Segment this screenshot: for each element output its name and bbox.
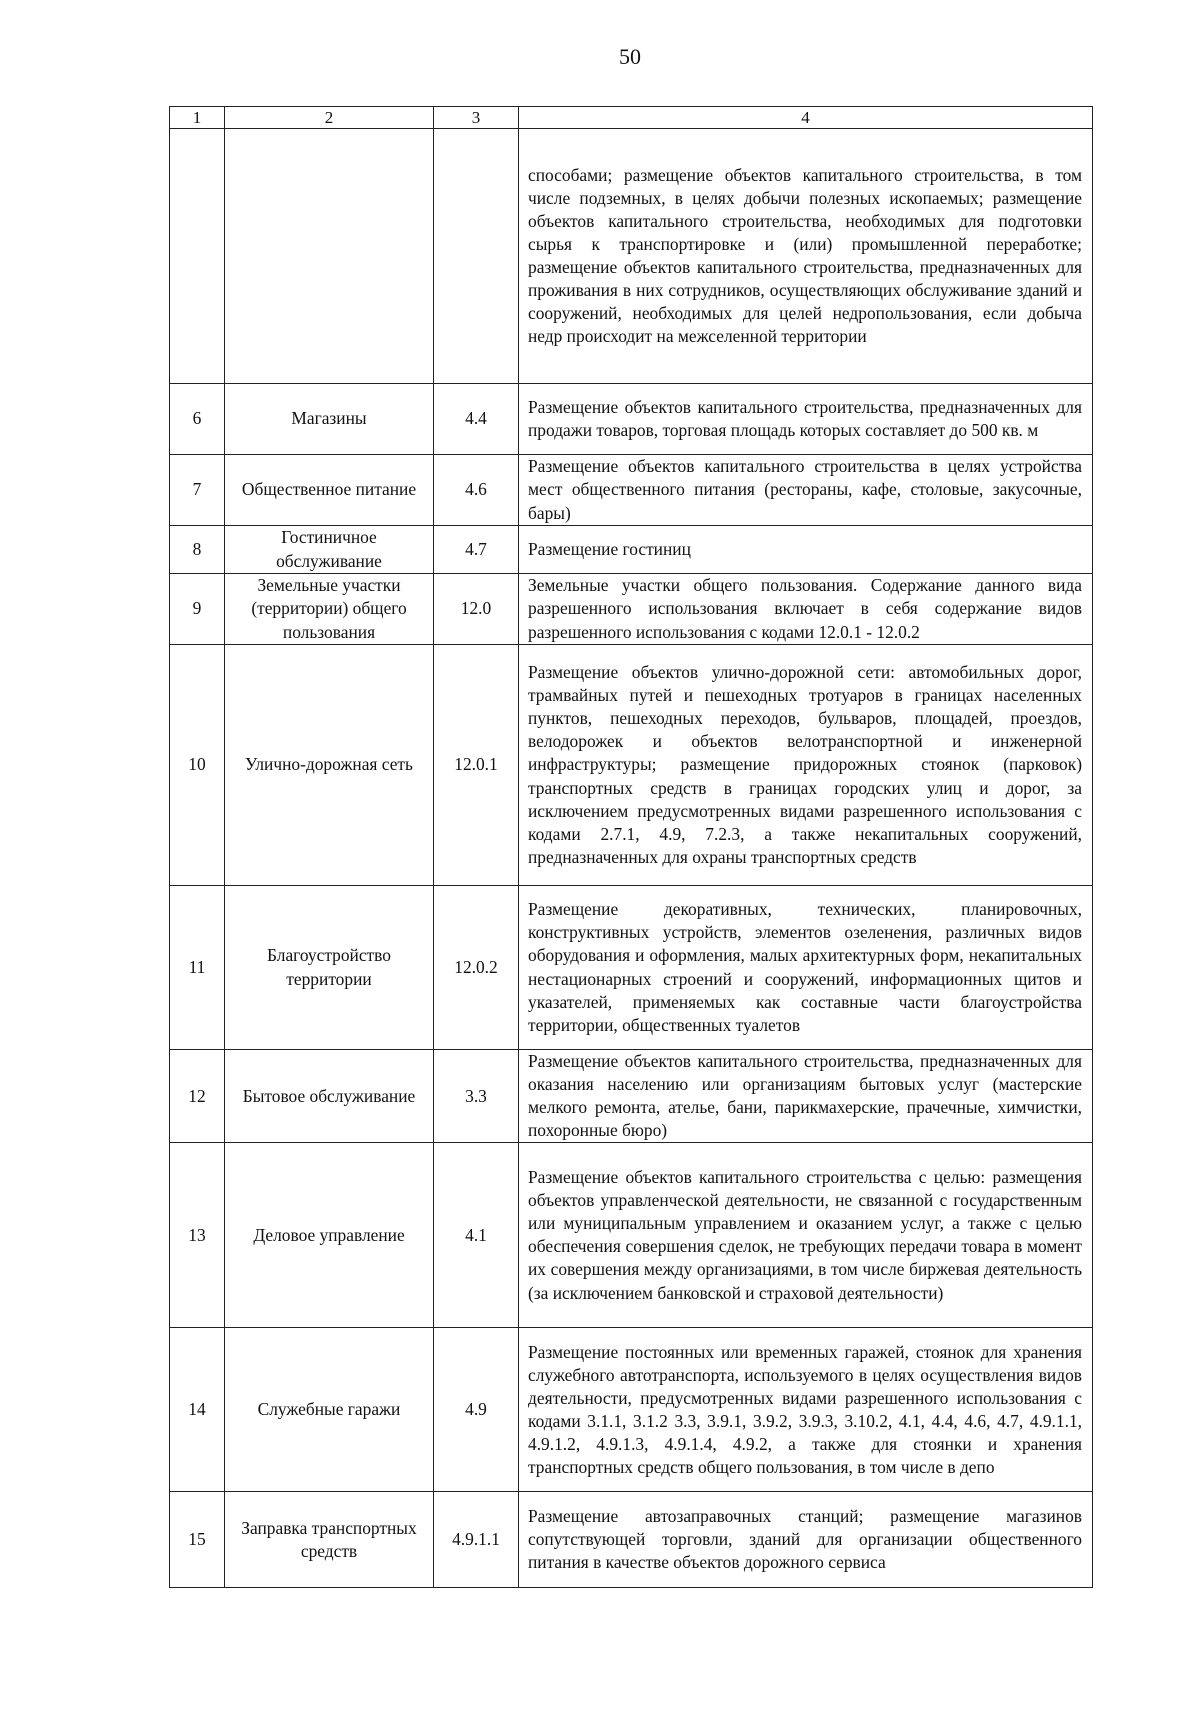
row-number: 10 <box>170 645 225 886</box>
use-type-description: Размещение гостиниц <box>519 526 1093 574</box>
use-type-description: Размещение объектов капитального строительства в целях устройства мест общественного питания (рестораны, кафе, столовые, закусочные, бары) <box>519 455 1093 526</box>
row-number <box>170 129 225 384</box>
use-type-name: Улично-дорожная сеть <box>225 645 434 886</box>
use-type-code: 4.1 <box>434 1143 519 1328</box>
table-row <box>170 526 1093 574</box>
table-header-row <box>170 107 1093 129</box>
use-type-name: Магазины <box>225 384 434 455</box>
use-type-code: 4.6 <box>434 455 519 526</box>
land-use-table <box>169 106 1093 1588</box>
row-number: 6 <box>170 384 225 455</box>
use-type-code: 4.4 <box>434 384 519 455</box>
table-row <box>170 886 1093 1050</box>
use-type-code: 12.0 <box>434 574 519 645</box>
use-type-description: способами; размещение объектов капитального строительства, в том числе подземных, в целях добычи полезных ископаемых; размещение объектов капитального строительства, необходимых для подготовки сырья к транспортировке и (или) промышленной переработке; размещение объектов капитального строительства, предназначенных для проживания в них сотрудников, осуществляющих обслуживание зданий и сооружений, необходимых для целей недропользования, если добыча недр происходит на межселенной территории <box>519 129 1093 384</box>
column-header-3: 3 <box>434 107 519 129</box>
use-type-name: Заправка транспортных средств <box>225 1492 434 1588</box>
use-type-name: Служебные гаражи <box>225 1328 434 1492</box>
use-type-description: Размещение автозаправочных станций; размещение магазинов сопутствующей торговли, зданий для организации общественного питания в качестве объектов дорожного сервиса <box>519 1492 1093 1588</box>
use-type-description: Земельные участки общего пользования. Содержание данного вида разрешенного использования включает в себя содержание видов разрешенного использования с кодами 12.0.1 - 12.0.2 <box>519 574 1093 645</box>
table-row <box>170 645 1093 886</box>
table-row <box>170 574 1093 645</box>
use-type-description: Размещение постоянных или временных гаражей, стоянок для хранения служебного автотранспорта, используемого в целях осуществления видов деятельности, предусмотренных видами разрешенного использования с кодами 3.1.1, 3.1.2 3.3, 3.9.1, 3.9.2, 3.9.3, 3.10.2, 4.1, 4.4, 4.6, 4.7, 4.9.1.1, 4.9.1.2, 4.9.1.3, 4.9.1.4, 4.9.2, а также для стоянки и хранения транспортных средств общего пользования, в том числе в депо <box>519 1328 1093 1492</box>
table-row <box>170 455 1093 526</box>
table-row <box>170 1328 1093 1492</box>
use-type-name: Земельные участки (территории) общего пользования <box>225 574 434 645</box>
table-row <box>170 1492 1093 1588</box>
use-type-name: Бытовое обслуживание <box>225 1050 434 1143</box>
use-type-code: 4.9 <box>434 1328 519 1492</box>
row-number: 11 <box>170 886 225 1050</box>
use-type-description: Размещение объектов капитального строительства, предназначенных для оказания населению или организациям бытовых услуг (мастерские мелкого ремонта, ателье, бани, парикмахерские, прачечные, химчистки, похоронные бюро) <box>519 1050 1093 1143</box>
use-type-name: Благоустройство территории <box>225 886 434 1050</box>
use-type-code <box>434 129 519 384</box>
use-type-code: 4.7 <box>434 526 519 574</box>
row-number: 12 <box>170 1050 225 1143</box>
use-type-name: Деловое управление <box>225 1143 434 1328</box>
use-type-code: 12.0.1 <box>434 645 519 886</box>
use-type-code: 3.3 <box>434 1050 519 1143</box>
table-row <box>170 384 1093 455</box>
table-row <box>170 129 1093 384</box>
row-number: 15 <box>170 1492 225 1588</box>
use-type-name: Гостиничное обслуживание <box>225 526 434 574</box>
row-number: 13 <box>170 1143 225 1328</box>
column-header-2: 2 <box>225 107 434 129</box>
row-number: 7 <box>170 455 225 526</box>
use-type-description: Размещение объектов капитального строительства с целью: размещения объектов управленческой деятельности, не связанной с государственным или муниципальным управлением и оказанием услуг, а также с целью обеспечения совершения сделок, не требующих передачи товара в момент их совершения между организациями, в том числе биржевая деятельность (за исключением банковской и страховой деятельности) <box>519 1143 1093 1328</box>
row-number: 8 <box>170 526 225 574</box>
use-type-name <box>225 129 434 384</box>
row-number: 9 <box>170 574 225 645</box>
use-type-description: Размещение объектов капитального строительства, предназначенных для продажи товаров, торговая площадь которых составляет до 500 кв. м <box>519 384 1093 455</box>
use-type-description: Размещение объектов улично-дорожной сети: автомобильных дорог, трамвайных путей и пешеходных тротуаров в границах населенных пунктов, пешеходных переходов, бульваров, площадей, проездов, велодорожек и объектов велотранспортной и инженерной инфраструктуры; размещение придорожных стоянок (парковок) транспортных средств в границах городских улиц и дорог, за исключением предусмотренных видами разрешенного использования с кодами 2.7.1, 4.9, 7.2.3, а также некапитальных сооружений, предназначенных для охраны транспортных средств <box>519 645 1093 886</box>
use-type-description: Размещение декоративных, технических, планировочных, конструктивных устройств, элементов озеленения, различных видов оборудования и оформления, малых архитектурных форм, некапитальных нестационарных строений и сооружений, информационных щитов и указателей, применяемых как составные части благоустройства территории, общественных туалетов <box>519 886 1093 1050</box>
column-header-1: 1 <box>170 107 225 129</box>
row-number: 14 <box>170 1328 225 1492</box>
page-number: 50 <box>619 44 641 69</box>
use-type-name: Общественное питание <box>225 455 434 526</box>
table-row <box>170 1143 1093 1328</box>
use-type-code: 12.0.2 <box>434 886 519 1050</box>
use-type-code: 4.9.1.1 <box>434 1492 519 1588</box>
table-row <box>170 1050 1093 1143</box>
column-header-4: 4 <box>519 107 1093 129</box>
